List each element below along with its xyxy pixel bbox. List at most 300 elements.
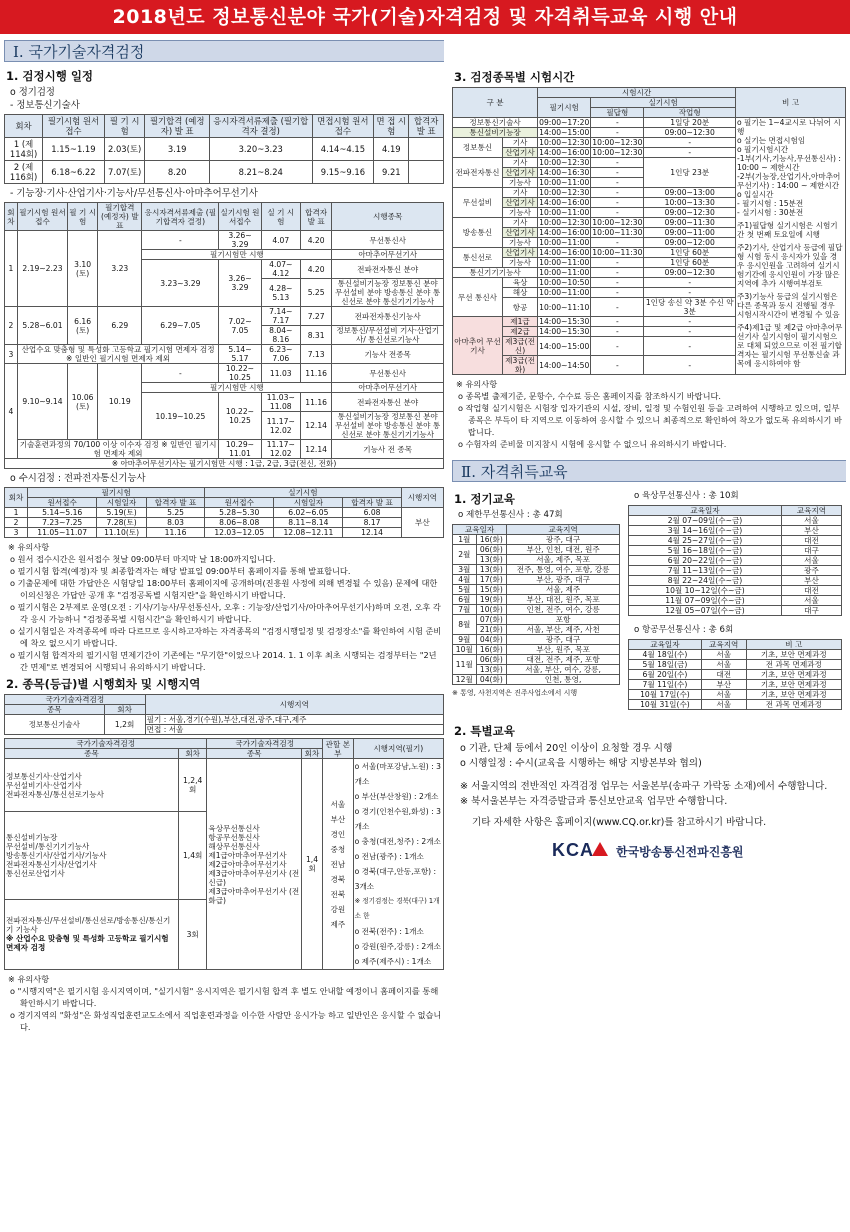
table-header: 실기시험 [205,488,401,498]
remarks-cell [736,118,846,375]
table-cell: 제2급 [502,327,537,337]
table-row [629,566,842,576]
cell-line: 전남 [330,859,346,869]
table-cell: 서울 [701,650,746,660]
table-header: 필 기 시 험 [68,203,98,231]
table-cell: 6.02~6.05 [274,508,343,518]
table-cell: 10.22~ 10.25 [219,393,261,440]
note-item: o 필기시험 합격자의 필기시험 면제기간이 기존에는 "무기한"이었으나 2014. 1. 1 이후 최초 시행되는 검정부터는 "2년간 면제"로 변경되어 시행되니 유의하시기 바랍니다. [10,650,437,672]
table-cell: 12월 05~07일(수~금) [629,606,782,616]
table-cell: 14:00~16:00 [539,148,590,157]
region-heading: 2. 종목(등급)별 시행회차 및 시행지역 [6,677,201,691]
cell-line: 전파전자통신/무선설비/통신선로/방송통신/통신기기 기능사 [6,916,171,935]
professional-engineer-label: - 정보통신기술사 [10,100,80,111]
table-cell: 서울 [781,596,841,606]
table-cell: 1월 [453,535,477,545]
table-cell: 5.14~ 5.17 [219,345,261,364]
remark-line: 주2)기사, 산업기사 등급에 필답형 시험 동시 응시자가 있을 경우 응시인원을 고려하여 실기시험기간에 응시인원이 가장 많은 지역에 추가 시행여부검토 [737,243,843,288]
table-cell: 6.23~ 7.06 [261,345,300,364]
cell-line: o 전북(전주) : 1개소 [354,927,424,936]
table-cell: 기능사 [502,238,537,248]
table-cell: 11.05~11.07 [28,528,97,538]
table-cell: 1인당 60분 [644,258,736,268]
regular-exam-label: o 정기검정 [10,87,55,98]
table-cell: 19(화) [476,595,507,605]
table-cell: 10:00~10:50 [539,278,590,287]
table-cell: 육상 [502,278,537,288]
table-cell: 산업기사 [502,198,537,208]
table-header: 시행지역(필기) [353,739,443,759]
cell-line: 제2급아마추어무선기사 [208,859,287,869]
table-header: 교육일자 [629,506,782,516]
cell-line: 부산 [330,814,346,824]
table-cell: 전파전자통신기능사 [332,307,444,326]
cell-line: o 충청(대전,청주) : 2개소 [354,837,441,846]
table-cell: 12.14 [300,412,331,440]
table-cell: - [591,168,644,178]
table-row [453,535,620,545]
table-cell: 통신기기기능사 [453,268,538,278]
table-cell: 3월 14~16일(수~금) [629,526,782,536]
table-cell [5,759,179,812]
table-cell: 11.16 [300,393,331,412]
restricted-operator-table [452,524,620,685]
contact-note: 기타 자세한 사항은 홈페이지(www.CQ.or.kr)를 참고하시기 바랍니다. [472,817,767,828]
kca-logo-mark-text: KCA [552,840,594,860]
table-cell: 8.20 [145,161,209,184]
kca-logo-icon [552,840,612,862]
notes-title: ※ 유의사항 [456,379,498,389]
table-cell: 광주, 대구 [507,535,620,545]
table-cell: 11.03 [261,364,300,383]
table-cell: 부산 [701,680,746,690]
table-cell: - [644,337,736,356]
table-cell: 1 (제114회) [5,138,43,161]
table-cell: 7.14~ 7.17 [261,307,300,326]
education-right [628,488,842,713]
notes-3 [456,378,846,450]
table-cell [323,759,354,970]
table-cell: - [591,278,644,288]
table-header: 면 접 시 험 [374,115,409,138]
land-operator-table [628,505,842,616]
cell-line: 경북 [330,874,346,884]
table-cell: 7월 [453,605,477,615]
table-cell: 12.14 [343,528,401,538]
table-row [629,690,842,700]
note-item: o 필기시험은 2부제로 운영(오전 : 기사/기능사/무선통신사, 오후 : 기능장/산업기사/아마추어무선기사)하며 오전, 오후 각각 응시 가능하니 "검정종목별 시험시간"을 확인하시기 바랍니다. [10,602,441,624]
special-education-heading: 2. 특별교육 [454,724,515,738]
kca-logo-text: 한국방송통신전파진흥원 [616,844,744,859]
table-cell: 통신설비기능장 정보통신 분야 무선설비 분야 방송통신 분야 통신선로 분야 통신기기기능사 [332,412,444,440]
table-header: 비 고 [746,640,841,650]
table-cell: - [142,364,219,383]
table-cell: 1인당 23분 [644,158,736,188]
table-row [5,364,444,383]
table-cell: 12월 [453,675,477,685]
technician-region-table [4,738,444,970]
table-header: 필기합격 (예정자) 발 표 [98,203,142,231]
cell-line: 제3급아마추어무선기사 (전화급) [208,886,300,905]
remark-line: o 필기는 1~4교시로 나뉘어 시행 [737,118,841,136]
table-cell: 부산, 대전, 원주, 목포 [507,595,620,605]
table-cell: 8월 [453,615,477,635]
table-cell: - [591,298,644,317]
table-cell: 5.25 [146,508,204,518]
table-cell: 10.19 [98,364,142,440]
table-cell: 5.14~5.16 [28,508,97,518]
table-cell: 3.10 (토) [68,231,98,307]
table-cell: 9.15~9.16 [312,161,374,184]
table-cell: 기사 [502,158,537,168]
cell-line: 항공무선통신사 [208,832,260,842]
education-left [452,488,620,713]
table-cell: 11.16 [146,528,204,538]
remark-line: o 필기시험시간 [737,145,789,154]
table-header: 필답형 [591,108,644,118]
table-cell: 09:00~11:30 [644,218,736,228]
table-header: 국가기술자격검정 [5,695,146,705]
table-row [453,605,620,615]
table-header: 응시자격서류제출 (필기합격자 결정) [209,115,312,138]
table-cell: 서울 [781,516,841,526]
cell-line: 전파전자통신/통신선로기능사 [6,789,104,799]
table-cell: 3.26~ 3.29 [219,231,261,250]
table-row [453,655,620,665]
table-cell: - [591,356,644,375]
table-cell: 서울, 제주, 목포 [507,555,620,565]
restricted-operator-label: o 제한무선통신사 : 총 47회 [458,510,563,520]
table-footnote: ※ 아마추어무선기사는 필기시험만 시행 : 1급, 2급, 3급(전신, 전화) [5,459,444,469]
table-row [5,138,444,161]
table-cell: - [591,198,644,208]
table-cell: 09:00~12:00 [644,238,736,248]
table-row [629,536,842,546]
note-item: o "시행지역"은 필기시험 응시지역이며, "실기시험" 응시지역은 필기시험 합격 후 별도 안내할 예정이니 홈페이지를 통해 확인하시기 바랍니다. [10,986,439,1008]
table-cell: 부산, 광주, 대구 [507,575,620,585]
table-cell: 10:00~11:10 [538,298,591,317]
table-cell [5,812,179,899]
table-cell: 8.06~8.08 [205,518,274,528]
table-cell: 2.03(토) [104,138,145,161]
table-cell: - [591,317,644,327]
cell-line: 중청 [330,844,346,854]
table-cell: 2월 [453,545,477,565]
note-item: o 필기시험 합격(예정)자 및 최종합격자는 해당 발표일 09:00부터 홈페이지를 통해 발표합니다. [10,566,351,576]
table-cell: 5월 [453,585,477,595]
pe-region-table [4,694,444,735]
table-cell: 무선설비 [453,188,503,218]
table-row [629,526,842,536]
table-header: 원서접수 [28,498,97,508]
table-cell: 21(화) [476,625,507,635]
table-cell: 필기 : 서울,경기(수원),부산,대전,광주,대구,제주 [145,715,443,725]
table-row [453,645,620,655]
table-cell [207,759,302,970]
cell-line: o 경북(대구,안동,포항) : 3개소 [354,867,437,891]
table-cell: 면접 : 서울 [145,725,443,735]
table-header: 비 고 [736,88,846,118]
table-cell: - [591,288,644,298]
table-cell: 10:00~11:30 [592,248,643,257]
note-item: o 기출문제에 대한 가답안은 시험당일 18:00부터 홈페이지에 공개하며(진흥원 사정에 의해 변경될 수 있음) 문제에 대한 이의신청은 가답안 공개 후 "검정공독별 시험지란"을 확인하시기 바랍니다. [10,578,438,600]
table-row [5,715,444,725]
table-header: 교육지역 [507,525,620,535]
table-cell: 제1급 [502,317,537,327]
cell-line: ※ 산업수요 맞춤형 및 특성화 고등학교 필기시험 면제자 검정 [6,934,169,953]
table-row [629,576,842,586]
table-row [5,231,444,250]
table-cell: 7.27 [300,307,331,326]
table-cell: 09:00~12:30 [644,268,736,278]
note-item: o 작업형 실기시험은 시험장 입자기관의 시설, 장비, 일정 및 수험인원 등을 고려하여 시행하고 있으며, 일부 종목은 부득이 타 지역으로 이동하여 응시할 수 있으니 최종적으로 확인하여 착오가 없도록 유의하시기 바랍니다. [458,403,842,437]
table-cell: 산업기사 [502,148,537,158]
table-cell: 1,2회 [104,715,145,735]
table-header: 교육지역 [701,640,746,650]
table-row [453,555,620,565]
table-header: 필기시험 원서접수 [43,115,105,138]
table-cell: 정보통신기술사 [5,715,105,735]
cell-line: 통신선로산업기사 [6,868,65,878]
table-cell: 9.10~9.14 [17,364,67,440]
table-cell: 11.17~ 12.02 [261,440,300,459]
table-cell: 기초, 보안 면제과정 [746,670,841,680]
table-cell: 9월 [453,635,477,645]
table-header: 시행지역 [401,488,443,508]
table-cell: 8.03 [146,518,204,528]
table-cell: 1,4회 [178,812,206,899]
table-cell: 3.19 [145,138,209,161]
table-cell: 기초, 보안 면제과정 [746,650,841,660]
table-cell: 기능사 [502,178,537,188]
table-cell: 아마추어무선기사 [332,383,444,393]
table-cell: - [591,327,644,337]
occasional-exam-table [4,487,444,538]
table-row [5,161,444,184]
table-cell: 대구 [781,546,841,556]
table-cell: 2 (제116회) [5,161,43,184]
table-header: 시행지역 [145,695,443,715]
table-cell [409,138,444,161]
table-cell: - [591,188,644,198]
regular-education-heading: 1. 정기교육 [454,492,515,506]
table-header: 종목 [5,749,179,759]
table-cell: 4.20 [300,260,331,279]
table-cell: 5월 16~18일(수~금) [629,546,782,556]
table-cell: 산업기사 [502,228,537,238]
table-cell: 10:00~12:30 [592,138,643,147]
table-cell: 6.18~6.22 [43,161,105,184]
table-row [453,585,620,595]
table-cell: 11월 07~09일(수~금) [629,596,782,606]
table-cell: 10.22~ 10.25 [219,364,261,383]
table-cell: 2월 07~09일(수~금) [629,516,782,526]
table-header: 시험시간 [538,88,736,98]
table-cell: 10.06 (토) [68,364,98,440]
table-cell: - [591,178,644,188]
table-row [5,759,444,812]
table-cell: 제3급(전신) [502,337,537,356]
table-row [629,680,842,690]
table-cell: 전파전자통신 분야 [332,393,444,412]
table-cell: 11.03~ 11.08 [261,393,300,412]
table-cell: 10월 10~12일(수~금) [629,586,782,596]
table-cell: 3 [5,528,28,538]
table-cell: 3.26~ 3.29 [219,260,261,307]
table-cell: 09:00~12:30 [644,208,736,218]
table-cell: - [644,356,736,375]
table-cell: 정보통신/무선설비 기사·산업기사/ 통신선로기능사 [332,326,444,345]
table-cell: 광주 [781,566,841,576]
table-row [629,516,842,526]
table-cell: 1.15~1.19 [43,138,105,161]
table-cell: 기초, 보안 면제과정 [746,680,841,690]
table-cell: 4월 18일(수) [629,650,702,660]
table-cell: 기사 [502,218,537,228]
special-education-line: o 시행일정 : 수시(교육을 시행하는 해당 지방본부와 협의) [460,758,702,769]
table-cell: 부산 [401,508,443,538]
page-banner-title: 2018년도 정보통신분야 국가(기술)자격검정 및 자격취득교육 시행 안내 [0,0,850,34]
table-cell: 10.29~ 11.01 [219,440,261,459]
table-cell: 기사 [502,188,537,198]
table-cell: 6월 20일(수) [629,670,702,680]
table-cell: 서울, 부산, 제주, 사천 [507,625,620,635]
table-cell: 09:00~13:00 [644,188,736,198]
table-cell: 4.20 [300,231,331,250]
table-cell: 10:00~11:00 [539,288,590,297]
table-cell: - [142,231,219,250]
table-cell [409,161,444,184]
table-cell: 4 [5,364,18,459]
table-cell: 대전 [781,586,841,596]
table-cell: 3.23~3.29 [142,260,219,307]
remark-line: - 필기시험 : 15분전 [737,199,804,208]
table-row [5,345,444,364]
table-cell: 6.29 [98,307,142,345]
table-row [629,546,842,556]
table-cell: 항공 [502,298,537,317]
table-header: 원서접수 [205,498,274,508]
table-header: 합격자 발 표 [343,498,401,508]
table-cell: 8.04~ 8.16 [261,326,300,345]
table-cell: 필기시험만 시행 [142,383,332,393]
table-cell: 1,2,4회 [178,759,206,812]
table-cell: 6.08 [343,508,401,518]
table-cell: 1 [5,231,18,307]
table-cell: 기초, 보안 면제과정 [746,690,841,700]
table-cell: 서울 [701,690,746,700]
cell-line: 경인 [330,829,346,839]
table-cell: 아마추어 무선기사 [453,317,503,375]
table-header: 국가기술자격검정 [5,739,207,749]
cell-line: o 부산(부산창원) : 2개소 [354,792,439,801]
table-cell: 06(화) [476,545,507,555]
table-row [629,670,842,680]
table-header: 시험일자 [274,498,343,508]
table-cell: 서울 [781,556,841,566]
section-1-heading: Ⅰ. 국가기술자격검정 [4,40,444,62]
table-cell: 16(화) [476,535,507,545]
table-cell: 서울, 제주 [507,585,620,595]
table-cell: 기능사 [502,258,537,268]
table-cell: 무선통신사 [332,231,444,250]
table-cell [5,899,179,969]
table-header: 국가기술자격검정 [207,739,323,749]
table-cell: 14:00~15:00 [538,337,591,356]
table-cell: 인천, 통영, [507,675,620,685]
table-cell: 1일당 20분 [644,118,736,128]
final-note: ※ 서울지역의 전반적인 자격검정 업무는 서울본부(송파구 가락동 소재)에서 수행합니다. [460,781,828,792]
table-header: 회차 [104,705,145,715]
table-header: 합격자 발 표 [146,498,204,508]
table-header: 회차 [5,115,43,138]
table-row [453,565,620,575]
schedule-heading: 1. 검정시행 일정 [6,69,94,83]
table-cell: 3회 [178,899,206,969]
table-cell: - [644,278,736,288]
table-cell: 2.19~2.23 [17,231,67,307]
note-item: o 수험자의 준비물 미지참시 시험에 응시할 수 없으니 유의하시기 바랍니다. [458,439,727,449]
table-cell: 5.28~6.01 [17,307,67,345]
table-cell: 대구 [781,606,841,616]
remark-line: -2부(기능장,산업기사,아마추어무선기사) : 14:00 ~ 제한시간 [737,172,841,190]
table-cell: 기사 [502,138,537,148]
table-cell: 10:00~12:30 [592,218,643,227]
cell-line: 서울 [330,799,346,809]
table-cell: 14:00~16:00 [539,248,590,257]
table-cell: 2 [5,307,18,345]
table-cell: 전 과목 면제과정 [746,700,841,710]
table-cell: 12.14 [300,440,331,459]
table-cell: 07(화) [476,615,507,625]
table-cell: 7.28(토) [97,518,147,528]
cell-line: 전북 [330,889,346,899]
table-cell: 부산 [781,576,841,586]
table-cell: 13(화) [476,555,507,565]
table-cell: 8.11~8.14 [274,518,343,528]
table-header: 회차 [5,203,18,231]
table-header: 실 기 시 험 [261,203,300,231]
table-cell: 전파전자통신 분야 [332,260,444,279]
table-row [453,675,620,685]
table-row [5,307,444,326]
table-header: 필 기 시 험 [104,115,145,138]
exam-time-table [452,87,846,375]
cell-line: 정보통신기사·산업기사 [6,771,82,781]
table-cell: 7.23~7.25 [28,518,97,528]
table-header: 관할 본부 [323,739,354,759]
table-cell: 11.17~ 12.02 [261,412,300,440]
table-cell: 10:00~12:30 [592,148,643,157]
cell-line: 제3급아마추어무선기사 (전신급) [208,868,300,887]
notes-title: ※ 유의사항 [8,542,50,552]
table-cell: 무선 통신사 [453,278,503,317]
table-cell: 통신설비기능장 정보통신 분야 무선설비 분야 방송통신 분야 통신선로 분야 통신기기기능사 [332,279,444,307]
table-cell: 기능사 전 종목 [332,440,444,459]
right-column [452,66,846,862]
table-header: 교육일자 [629,640,702,650]
table-cell: 기술훈련과정의 70/100 이상 이수자 검정 ※ 일반인 필기시험 면제자 제외 [17,440,219,459]
table-cell: 6월 20~22일(수~금) [629,556,782,566]
table-cell: 13(화) [476,565,507,575]
table-cell: 14:00~15:00 [539,128,590,137]
table-cell: 14:00~16:00 [539,198,590,207]
cell-line: o 서울(마포강남,노원) : 3개소 [354,762,441,786]
table-cell: 부산 [781,526,841,536]
cell-line: 무선설비기사·산업기사 [6,780,82,790]
table-cell: 14:00~16:30 [539,168,590,177]
table-cell: - [591,158,644,168]
